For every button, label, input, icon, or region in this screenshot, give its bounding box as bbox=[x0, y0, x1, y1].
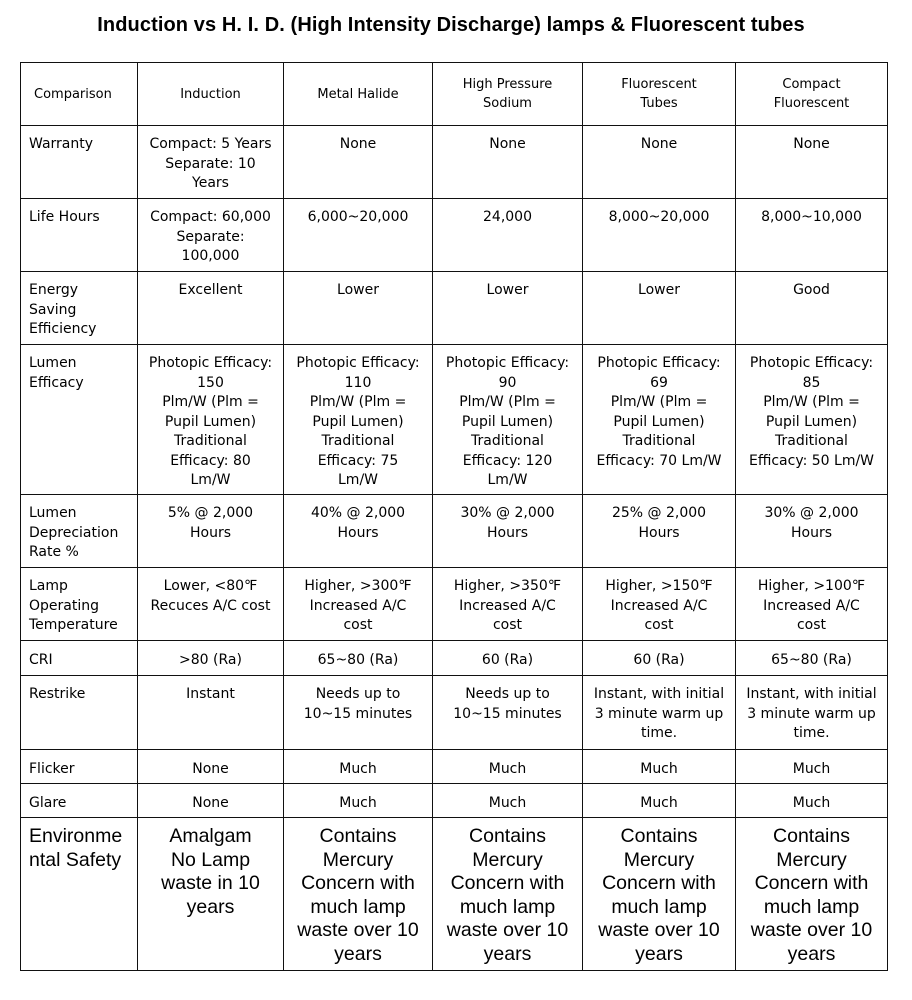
table-row-lumen-depreciation bbox=[21, 495, 888, 568]
header-row bbox=[21, 63, 888, 126]
table-cell bbox=[138, 272, 284, 345]
table-cell bbox=[138, 495, 284, 568]
table-cell bbox=[138, 199, 284, 272]
table-cell bbox=[284, 495, 433, 568]
comparison-table bbox=[20, 62, 888, 971]
table-cell bbox=[736, 750, 888, 784]
table-cell bbox=[736, 126, 888, 199]
cell-text: Compact: 60,000 Separate: 100,000 bbox=[150, 209, 271, 264]
table-cell bbox=[736, 676, 888, 750]
table-cell bbox=[736, 272, 888, 345]
table-cell bbox=[138, 750, 284, 784]
table-cell bbox=[583, 345, 736, 495]
table-cell bbox=[284, 199, 433, 272]
cell-text: Compact: 5 Years Separate: 10 Years bbox=[149, 136, 272, 191]
table-cell bbox=[284, 272, 433, 345]
table-cell bbox=[138, 641, 284, 676]
table-cell bbox=[583, 784, 736, 818]
column-header-label: Induction bbox=[180, 86, 241, 102]
column-header-compact-fluorescent bbox=[736, 63, 888, 126]
table-cell bbox=[736, 641, 888, 676]
column-header-label: Metal Halide bbox=[317, 86, 399, 102]
cell-text: >80 (Ra) bbox=[179, 652, 242, 668]
table-cell bbox=[736, 495, 888, 568]
cell-text: Contains Mercury Concern with much lamp waste over 10 years bbox=[598, 825, 720, 965]
cell-text: Lower bbox=[486, 282, 529, 298]
table-cell bbox=[433, 126, 583, 199]
cell-text: Photopic Efficacy: 85 Plm/W (Plm = Pupil Lumen) Traditional Efficacy: 50 Lm/W bbox=[748, 355, 875, 469]
cell-text: Lower bbox=[337, 282, 379, 298]
table-row-restrike bbox=[21, 676, 888, 750]
table-cell bbox=[284, 641, 433, 676]
cell-text: Much bbox=[339, 761, 377, 777]
row-label-cell bbox=[21, 818, 138, 971]
row-label: Restrike bbox=[29, 686, 86, 702]
table-row-flicker bbox=[21, 750, 888, 784]
row-label-cell bbox=[21, 641, 138, 676]
cell-text: Much bbox=[339, 795, 377, 811]
row-label-cell bbox=[21, 126, 138, 199]
cell-text: Photopic Efficacy: 69 Plm/W (Plm = Pupil Lumen) Traditional Efficacy: 70 Lm/W bbox=[596, 355, 722, 469]
cell-text: 8,000~10,000 bbox=[761, 209, 862, 225]
cell-text: Lower bbox=[638, 282, 680, 298]
cell-text: Much bbox=[792, 761, 831, 777]
cell-text: Higher, >150℉ Increased A/C cost bbox=[605, 578, 713, 633]
cell-text: Instant bbox=[186, 686, 235, 702]
cell-text: 24,000 bbox=[483, 209, 532, 225]
table-cell bbox=[736, 199, 888, 272]
table-cell bbox=[138, 818, 284, 971]
column-header-label: High Pressure Sodium bbox=[462, 77, 553, 111]
cell-text: Higher, >300℉ Increased A/C cost bbox=[304, 578, 412, 633]
table-cell bbox=[736, 568, 888, 641]
header-label-cell bbox=[21, 63, 138, 126]
table-row-lumen-efficacy bbox=[21, 345, 888, 495]
row-label: Flicker bbox=[29, 761, 75, 777]
table-cell bbox=[284, 676, 433, 750]
table-cell bbox=[433, 345, 583, 495]
cell-text: Excellent bbox=[178, 282, 243, 298]
row-label-cell bbox=[21, 345, 138, 495]
cell-text: None bbox=[192, 795, 229, 811]
cell-text: Much bbox=[488, 761, 527, 777]
cell-text: 65~80 (Ra) bbox=[317, 652, 399, 668]
cell-text: Good bbox=[793, 282, 830, 298]
cell-text: Higher, >350℉ Increased A/C cost bbox=[453, 578, 562, 633]
row-label: Lumen Depreciation Rate % bbox=[29, 505, 119, 560]
row-label: Energy Saving Efficiency bbox=[29, 282, 97, 337]
table-row-life-hours bbox=[21, 199, 888, 272]
row-label-cell bbox=[21, 495, 138, 568]
table-cell bbox=[433, 199, 583, 272]
cell-text: Much bbox=[488, 795, 527, 811]
table-cell bbox=[433, 495, 583, 568]
cell-text: 30% @ 2,000 Hours bbox=[460, 505, 555, 541]
column-header-high-pressure-sodium bbox=[433, 63, 583, 126]
table-cell bbox=[138, 568, 284, 641]
cell-text: None bbox=[793, 136, 830, 152]
table-cell bbox=[433, 750, 583, 784]
table-cell bbox=[583, 641, 736, 676]
table-cell bbox=[736, 345, 888, 495]
table-cell bbox=[138, 784, 284, 818]
row-label: CRI bbox=[29, 652, 53, 668]
table-cell bbox=[284, 568, 433, 641]
row-label: Lumen Efficacy bbox=[29, 355, 84, 391]
cell-text: Amalgam No Lamp waste in 10 years bbox=[161, 825, 260, 918]
row-label-cell bbox=[21, 676, 138, 750]
cell-text: None bbox=[489, 136, 526, 152]
cell-text: 25% @ 2,000 Hours bbox=[611, 505, 707, 541]
row-label: Environme ntal Safety bbox=[29, 825, 123, 871]
column-header-label: Compact Fluorescent bbox=[773, 77, 850, 111]
cell-text: Contains Mercury Concern with much lamp waste over 10 years bbox=[750, 825, 873, 965]
header-label: Comparison bbox=[34, 86, 112, 102]
cell-text: Contains Mercury Concern with much lamp waste over 10 years bbox=[446, 825, 569, 965]
table-row-environmental-safety bbox=[21, 818, 888, 971]
cell-text: Photopic Efficacy: 90 Plm/W (Plm = Pupil Lumen) Traditional Efficacy: 120 Lm/W bbox=[445, 355, 570, 488]
table-cell bbox=[736, 818, 888, 971]
cell-text: None bbox=[640, 136, 678, 152]
cell-text: Lower, <80℉ Recuces A/C cost bbox=[150, 578, 271, 614]
cell-text: 30% @ 2,000 Hours bbox=[764, 505, 859, 541]
table-row-warranty bbox=[21, 126, 888, 199]
table-cell bbox=[284, 784, 433, 818]
cell-text: 65~80 (Ra) bbox=[771, 652, 852, 668]
column-header-label: Fluorescent Tubes bbox=[621, 77, 697, 111]
table-cell bbox=[284, 750, 433, 784]
cell-text: 6,000~20,000 bbox=[307, 209, 409, 225]
row-label-cell bbox=[21, 272, 138, 345]
table-cell bbox=[583, 126, 736, 199]
row-label: Warranty bbox=[29, 136, 94, 152]
table-cell bbox=[433, 818, 583, 971]
table-cell bbox=[583, 495, 736, 568]
row-label-cell bbox=[21, 750, 138, 784]
row-label-cell bbox=[21, 199, 138, 272]
table-cell bbox=[433, 676, 583, 750]
page-title: Induction vs H. I. D. (High Intensity Discharge) lamps & Fluorescent tubes bbox=[97, 14, 805, 36]
cell-text: 40% @ 2,000 Hours bbox=[310, 505, 406, 541]
cell-text: Instant, with initial 3 minute warm up time. bbox=[746, 686, 877, 741]
cell-text: Contains Mercury Concern with much lamp waste over 10 years bbox=[297, 825, 419, 965]
table-cell bbox=[583, 750, 736, 784]
cell-text: Instant, with initial 3 minute warm up time. bbox=[593, 686, 725, 741]
table-row-cri bbox=[21, 641, 888, 676]
cell-text: None bbox=[339, 136, 377, 152]
row-label: Glare bbox=[29, 795, 67, 811]
table-row-lamp-operating-temperature bbox=[21, 568, 888, 641]
table-cell bbox=[583, 676, 736, 750]
cell-text: 8,000~20,000 bbox=[608, 209, 710, 225]
table-cell bbox=[736, 784, 888, 818]
table-cell bbox=[583, 568, 736, 641]
table-cell bbox=[433, 784, 583, 818]
table-cell bbox=[583, 272, 736, 345]
row-label-cell bbox=[21, 568, 138, 641]
cell-text: Photopic Efficacy: 110 Plm/W (Plm = Pupil Lumen) Traditional Efficacy: 75 Lm/W bbox=[296, 355, 420, 488]
column-header-fluorescent-tubes bbox=[583, 63, 736, 126]
cell-text: Much bbox=[792, 795, 831, 811]
cell-text: Needs up to 10~15 minutes bbox=[453, 686, 562, 722]
table-cell bbox=[433, 272, 583, 345]
table-cell bbox=[138, 676, 284, 750]
column-header-metal-halide bbox=[284, 63, 433, 126]
cell-text: Much bbox=[640, 761, 678, 777]
cell-text: 60 (Ra) bbox=[481, 652, 534, 668]
cell-text: Needs up to 10~15 minutes bbox=[303, 686, 413, 722]
row-label: Lamp Operating Temperature bbox=[29, 578, 118, 633]
table-cell bbox=[583, 199, 736, 272]
cell-text: 5% @ 2,000 Hours bbox=[167, 505, 254, 541]
table-cell bbox=[284, 345, 433, 495]
table-row-energy-saving-efficiency bbox=[21, 272, 888, 345]
cell-text: Much bbox=[640, 795, 678, 811]
column-header-induction bbox=[138, 63, 284, 126]
table-cell bbox=[138, 345, 284, 495]
table-cell bbox=[284, 818, 433, 971]
cell-text: None bbox=[192, 761, 229, 777]
cell-text: 60 (Ra) bbox=[633, 652, 685, 668]
cell-text: Photopic Efficacy: 150 Plm/W (Plm = Pupil Lumen) Traditional Efficacy: 80 Lm/W bbox=[148, 355, 273, 488]
table-cell bbox=[583, 818, 736, 971]
table-cell bbox=[284, 126, 433, 199]
cell-text: Higher, >100℉ Increased A/C cost bbox=[757, 578, 866, 633]
table-row-glare bbox=[21, 784, 888, 818]
table-cell bbox=[433, 568, 583, 641]
table-cell bbox=[138, 126, 284, 199]
row-label-cell bbox=[21, 784, 138, 818]
row-label: Life Hours bbox=[29, 209, 100, 225]
table-cell bbox=[433, 641, 583, 676]
